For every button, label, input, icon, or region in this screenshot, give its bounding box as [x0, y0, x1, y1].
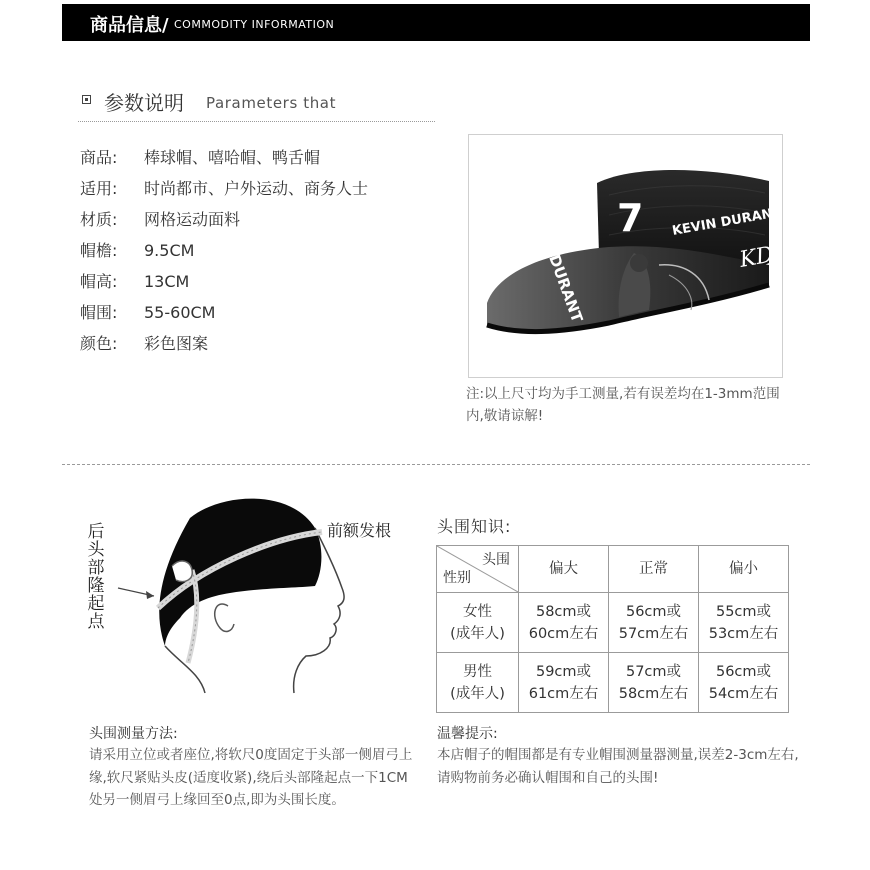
param-row-brim [80, 238, 194, 260]
method-title: 头围测量方法: [89, 726, 178, 742]
param-value: 彩色图案 [144, 334, 209, 353]
back-head-label: 后头部隆起点 [87, 522, 105, 632]
gender-cell: 男性 (成年人) [437, 653, 519, 713]
corner-bottom-label: 性别 [443, 570, 471, 586]
visor-cap-image [469, 135, 783, 378]
table-corner-cell [437, 546, 519, 593]
param-label: 帽檐: [80, 241, 118, 260]
param-row-color [80, 331, 208, 353]
head-measure-diagram [110, 488, 360, 708]
header-bar [62, 4, 810, 41]
gender-cell: 女性 (成年人) [437, 593, 519, 653]
size-cell: 56cm或 57cm左右 [609, 593, 699, 653]
header-title-cn: 商品信息/ [90, 15, 169, 36]
cap-brand-text: KEVIN DURANT [671, 204, 783, 239]
param-value: 网格运动面料 [144, 210, 241, 229]
param-row-product [80, 145, 320, 167]
corner-top-label: 头围 [482, 552, 510, 568]
square-bullet-icon [82, 95, 91, 104]
param-row-circumference [80, 300, 215, 322]
param-value: 55-60CM [144, 303, 216, 322]
params-title-cn: 参数说明 [104, 91, 184, 115]
table-row [437, 653, 789, 713]
param-value: 棒球帽、嘻哈帽、鸭舌帽 [144, 148, 321, 167]
params-title-en: Parameters that [206, 94, 337, 112]
table-row [437, 593, 789, 653]
tip-text: 本店帽子的帽围都是有专业帽围测量器测量,误差2-3cm左右,请购物前务必确认帽围和自己的头围! [437, 747, 799, 786]
ear-icon [215, 604, 234, 631]
head-size-table [436, 545, 789, 713]
column-header: 正常 [609, 546, 699, 593]
param-value: 时尚都市、户外运动、商务人士 [144, 179, 369, 198]
param-row-height [80, 269, 189, 291]
knowledge-title: 头围知识: [437, 517, 512, 536]
params-divider [78, 121, 435, 122]
neck-outline [165, 646, 205, 693]
header-title-en: COMMODITY INFORMATION [174, 18, 335, 31]
size-cell: 56cm或 54cm左右 [699, 653, 789, 713]
param-value: 9.5CM [144, 241, 195, 260]
param-value: 13CM [144, 272, 190, 291]
product-image [468, 134, 783, 378]
param-label: 材质: [80, 210, 118, 229]
column-header: 偏大 [519, 546, 609, 593]
param-label: 商品: [80, 148, 118, 167]
size-cell: 59cm或 61cm左右 [519, 653, 609, 713]
tip-title: 温馨提示: [437, 726, 498, 742]
cap-logo: KD [737, 242, 776, 273]
cap-number: 7 [617, 196, 644, 240]
size-cell: 58cm或 60cm左右 [519, 593, 609, 653]
size-cell: 57cm或 58cm左右 [609, 653, 699, 713]
section-divider [62, 464, 810, 465]
param-row-material [80, 207, 240, 229]
param-label: 帽高: [80, 272, 118, 291]
param-label: 适用: [80, 179, 118, 198]
measurement-note: 注:以上尺寸均为手工测量,若有误差均在1-3mm范围内,敬请谅解! [466, 386, 780, 424]
method-text: 请采用立位或者座位,将软尺0度固定于头部一侧眉弓上缘,软尺紧贴头皮(适度收紧),绕后头部隆起点一下1CM处另一侧眉弓上缘回至0点,即为头围长度。 [89, 747, 413, 808]
brim-text: DURANT [545, 252, 587, 325]
param-label: 帽围: [80, 303, 118, 322]
column-header: 偏小 [699, 546, 789, 593]
table-header-row [437, 546, 789, 593]
size-cell: 55cm或 53cm左右 [699, 593, 789, 653]
param-label: 颜色: [80, 334, 118, 353]
forehead-label: 前额发根 [327, 521, 392, 540]
param-row-usage [80, 176, 368, 198]
